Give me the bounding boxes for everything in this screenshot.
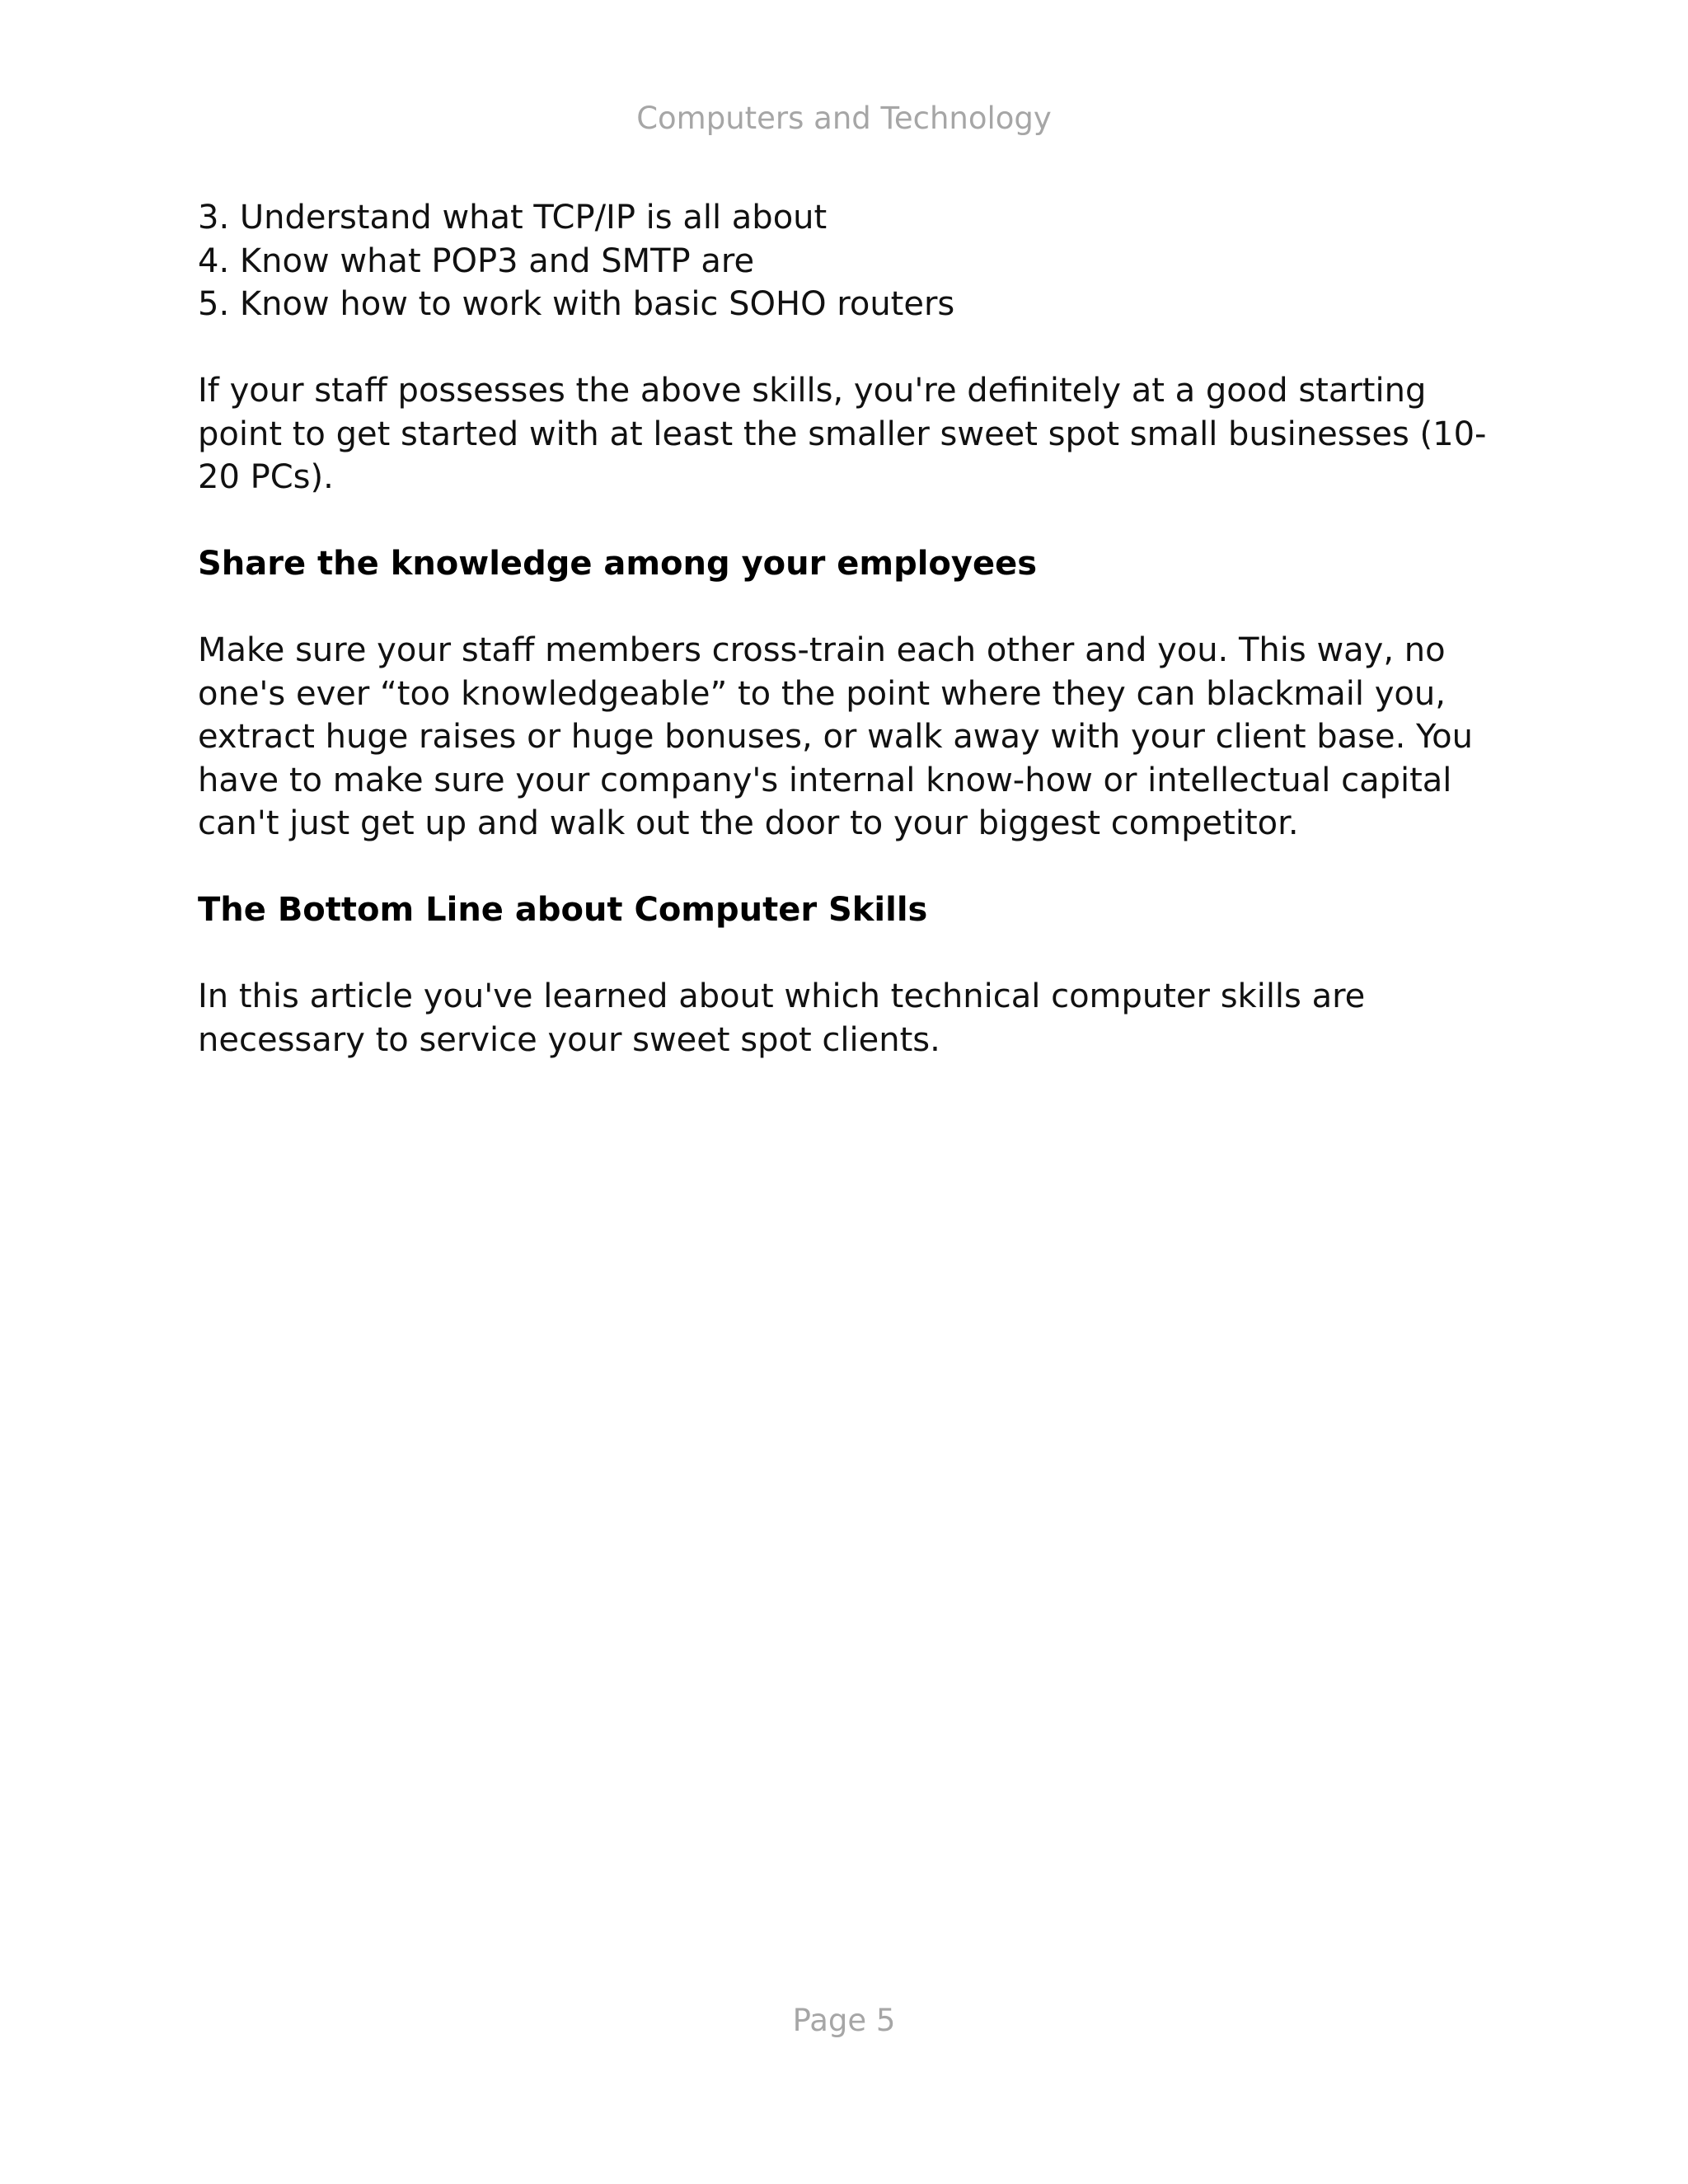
list-item: 5. Know how to work with basic SOHO routers (198, 285, 955, 323)
page-number: Page 5 (792, 2003, 896, 2038)
running-header: Computers and Technology (636, 101, 1052, 136)
skills-list (198, 196, 1500, 326)
list-item: 3. Understand what TCP/IP is all about (198, 199, 828, 237)
page-body (198, 196, 1500, 1062)
section-heading: Share the knowledge among your employees (198, 545, 1038, 583)
list-item: 4. Know what POP3 and SMTP are (198, 241, 755, 280)
section-heading: The Bottom Line about Computer Skills (198, 891, 928, 929)
body-paragraph: Make sure your staff members cross-train each other and you. This way, no one's ever “too knowledgeable” to the point where they can blackmail you, extract huge raises or huge bonuses, or walk away with your client base. You have to make sure your company's internal know-how or intellectual capital can't just get up and walk out the door to your biggest competitor. (198, 631, 1473, 842)
body-paragraph: In this article you've learned about which technical computer skills are necessary to service your sweet spot clients. (198, 977, 1366, 1059)
body-paragraph: If your staff possesses the above skills, you're definitely at a good starting point to get started with at least the smaller sweet spot small businesses (10-20 PCs). (198, 372, 1487, 496)
